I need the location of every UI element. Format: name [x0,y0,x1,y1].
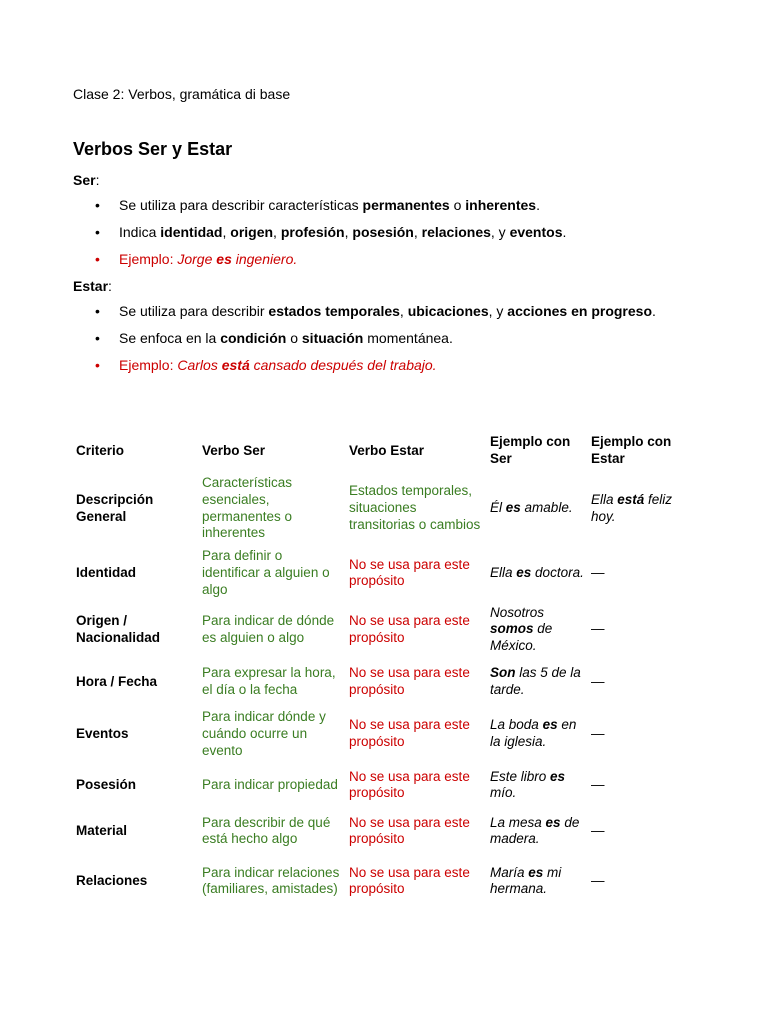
bold-verb: es [550,768,566,784]
bold-term: profesión [280,224,345,240]
text: Este libro [490,768,551,784]
text: , [222,224,231,240]
cell-criterio: Posesión [76,776,137,792]
text: . [536,197,540,213]
bold-term: eventos [509,224,563,240]
cell-criterio: Eventos [76,725,129,741]
text: mío. [490,785,517,801]
bold-term: acciones en progreso [507,303,652,319]
header-verbo-estar: Verbo Estar [349,442,425,458]
cell-example-ser [487,706,588,762]
bold-term: situación [301,330,364,346]
ser-label-colon: : [95,172,100,188]
bullet-dot-icon: • [95,330,100,346]
cell-example-ser [487,658,588,706]
text: feliz hoy. [591,491,673,524]
ser-example [73,250,713,268]
example-prefix: Ejemplo: [119,251,178,267]
text: momentánea. [363,330,453,346]
text: Se utiliza para describir características [119,197,363,213]
cell-estar: No se usa para este propósito [349,665,470,697]
section-title: Verbos Ser y Estar [73,139,233,159]
cell-ser: Para expresar la hora, el día o la fecha [202,665,336,697]
comparison-table [73,430,684,908]
cell-criterio: Origen / Nacionalidad [76,612,161,645]
table-row [73,658,684,706]
text: . [562,224,567,240]
text: Ella [591,491,618,507]
cell-example-estar [588,472,684,545]
text: amable. [520,500,573,516]
bold-term: posesión [352,224,414,240]
cell-estar: Estados temporales, situaciones transitorias o cambios [349,483,481,532]
cell-example-estar: — [591,621,605,637]
text: Se enfoca en la [119,330,221,346]
estar-label-text: Estar [73,278,109,294]
ser-label [73,171,713,189]
cell-example-ser [487,545,588,601]
text: las 5 de la tarde. [490,665,581,697]
text: mi hermana. [490,864,562,897]
table-row [73,706,684,762]
cell-estar: No se usa para este propósito [349,612,470,645]
cell-ser: Características esenciales, permanentes o inherentes [202,475,293,541]
text: Indica [119,224,161,240]
cell-ser: Para indicar de dónde es alguien o algo [202,612,335,645]
bold-term: inherentes [465,197,537,213]
estar-label [73,277,713,295]
cell-example-estar: — [591,673,605,689]
document-body [73,85,713,383]
bold-verb: es [516,564,532,580]
bold-verb: somos [490,621,534,637]
bold-verb: está [221,357,250,373]
text: María [490,864,529,880]
text: Jorge [177,251,217,267]
cell-example-ser [487,472,588,545]
cell-example-ser [487,808,588,854]
bold-verb: Son [490,665,516,681]
text: La mesa [490,814,546,830]
table-header-row [73,430,684,472]
cell-criterio: Hora / Fecha [76,673,158,689]
bold-term: permanentes [362,197,450,213]
bold-term: origen [230,224,274,240]
table-row [73,762,684,808]
bold-verb: es [542,717,558,733]
estar-bullet-2 [73,329,713,347]
text: , y [488,303,508,319]
cell-example-ser [487,854,588,908]
cell-example-estar: — [591,776,605,792]
bold-term: identidad [160,224,223,240]
text: ingeniero. [231,251,298,267]
text: Ella [490,564,517,580]
cell-ser: Para describir de qué está hecho algo [202,814,331,847]
estar-example [73,356,713,374]
text: de México. [490,621,553,654]
text: o [449,197,466,213]
bullet-dot-icon: • [95,303,100,319]
cell-ser: Para indicar propiedad [202,776,338,792]
table-row [73,472,684,545]
bullet-dot-icon: • [95,251,100,267]
cell-ser: Para indicar relaciones (familiares, amistades) [202,864,340,897]
cell-example-estar: — [591,822,605,838]
cell-example-ser [487,762,588,808]
cell-criterio: Material [76,822,128,838]
cell-criterio: Descripción General [76,491,154,524]
bold-term: condición [220,330,287,346]
estar-bullet-list [73,302,713,374]
text: , [413,224,422,240]
text: cansado después del trabajo. [249,357,437,373]
header-criterio: Criterio [76,442,125,458]
text: Él [490,500,506,516]
bold-verb: está [617,491,645,507]
ser-bullet-1 [73,196,713,214]
text: Nosotros [490,604,545,620]
header-ejemplo-estar: Ejemplo con Estar [591,434,672,466]
text: , [344,224,353,240]
cell-estar: No se usa para este propósito [349,814,470,847]
example-prefix: Ejemplo: [119,357,178,373]
bold-verb: es [505,500,521,516]
estar-bullet-1 [73,302,713,320]
cell-criterio: Identidad [76,564,136,580]
document-header: Clase 2: Verbos, gramática di base [73,86,291,102]
text: Se utiliza para describir [119,303,269,319]
bold-term: ubicaciones [407,303,489,319]
text: , [273,224,281,240]
cell-criterio: Relaciones [76,872,148,888]
bullet-dot-icon: • [95,224,100,240]
bullet-dot-icon: • [95,357,100,373]
header-verbo-ser: Verbo Ser [202,442,266,458]
cell-example-estar: — [591,872,605,888]
cell-estar: No se usa para este propósito [349,768,470,801]
cell-example-estar: — [591,564,605,580]
bold-term: relaciones [421,224,491,240]
bold-verb: es [216,251,232,267]
cell-ser: Para definir o identificar a alguien o algo [202,548,330,597]
table-row [73,808,684,854]
text: Carlos [177,357,222,373]
cell-example-estar: — [591,725,605,741]
bold-term: estados temporales [268,303,400,319]
cell-estar: No se usa para este propósito [349,864,470,897]
bold-verb: es [545,814,561,830]
cell-example-ser [487,602,588,658]
ser-label-text: Ser [73,172,96,188]
ser-bullet-list [73,196,713,268]
text: , y [490,224,510,240]
estar-label-colon: : [108,278,112,294]
cell-estar: No se usa para este propósito [349,717,470,750]
bold-verb: es [528,864,544,880]
cell-estar: No se usa para este propósito [349,556,470,589]
text: La boda [490,717,543,733]
text: en la iglesia. [490,717,577,750]
text: doctora. [531,564,584,580]
bullet-dot-icon: • [95,197,100,213]
table-row [73,602,684,658]
header-ejemplo-ser: Ejemplo con Ser [490,434,571,466]
table-row [73,545,684,601]
text: o [286,330,302,346]
table-row [73,854,684,908]
ser-bullet-2 [73,223,713,241]
text: , [399,303,408,319]
text: . [652,303,656,319]
text: de madera. [490,814,580,847]
cell-ser: Para indicar dónde y cuándo ocurre un evento [202,708,326,758]
